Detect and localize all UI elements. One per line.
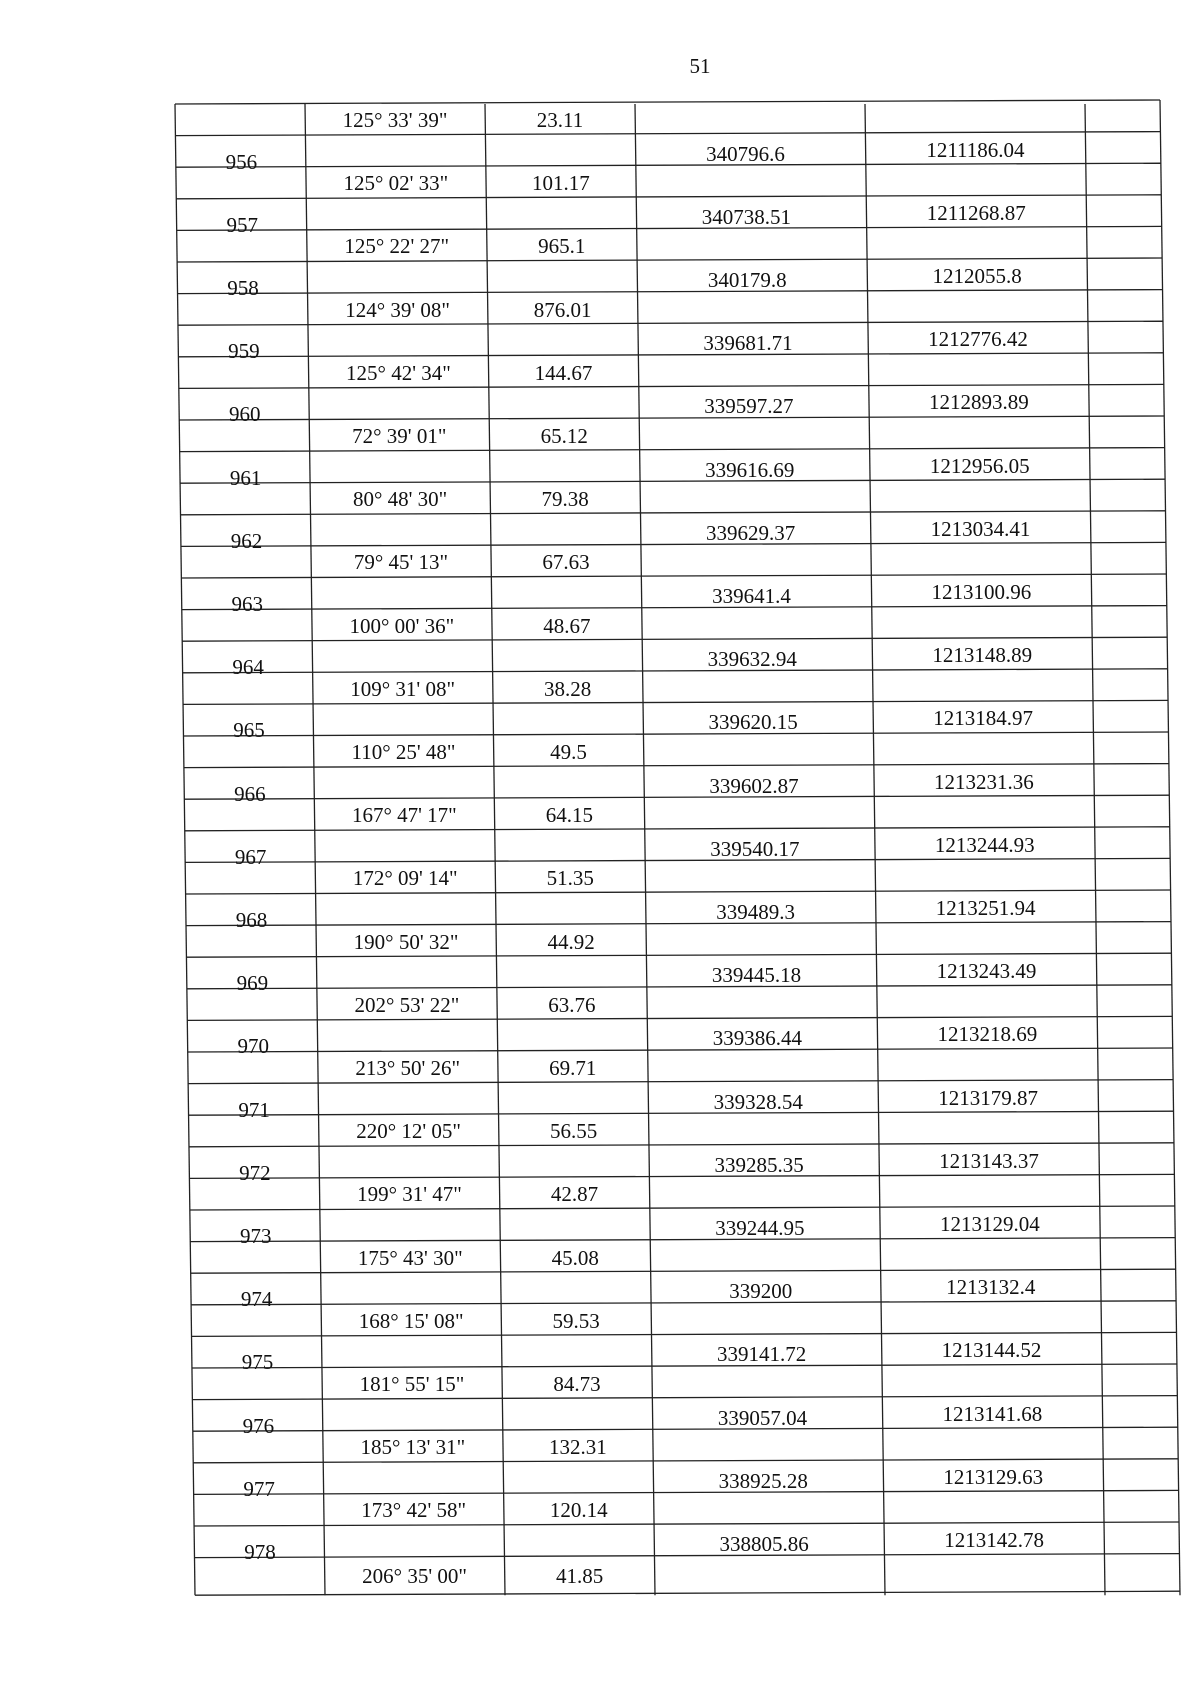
easting-cell: 1213184.97 — [933, 706, 1033, 731]
northing-cell: 339244.95 — [715, 1216, 805, 1240]
station-cell: 975 — [241, 1350, 274, 1375]
distance-cell: 56.55 — [549, 1119, 598, 1144]
easting-cell: 1213218.69 — [937, 1022, 1038, 1047]
station-cell: 964 — [232, 655, 264, 680]
bearing-cell: 213° 50' 26" — [355, 1056, 461, 1080]
distance-cell: 38.28 — [544, 676, 592, 701]
station-cell: 956 — [225, 149, 258, 174]
distance-cell: 23.11 — [536, 108, 584, 132]
distance-cell: 64.15 — [545, 803, 593, 828]
distance-cell: 51.35 — [546, 866, 594, 891]
easting-cell: 1212956.05 — [929, 453, 1030, 478]
station-cell: 970 — [237, 1034, 269, 1059]
bearing-cell: 173° 42' 58" — [361, 1498, 467, 1523]
station-cell: 974 — [240, 1287, 273, 1312]
bearing-cell: 109° 31' 08" — [350, 676, 456, 701]
easting-cell: 1213132.4 — [946, 1275, 1036, 1300]
northing-cell: 340179.8 — [707, 268, 787, 292]
station-cell: 967 — [234, 844, 267, 869]
bearing-cell: 172° 09' 14" — [352, 866, 458, 891]
bearing-cell: 167° 47' 17" — [351, 803, 457, 828]
easting-cell: 1213142.78 — [944, 1528, 1044, 1552]
traverse-table — [175, 104, 1155, 1594]
easting-cell: 1213129.04 — [939, 1212, 1040, 1236]
distance-cell: 65.12 — [540, 424, 588, 448]
northing-cell: 339641.4 — [712, 584, 791, 608]
easting-cell: 1211186.04 — [926, 137, 1025, 162]
row-rule — [175, 100, 1160, 104]
page-number: 51 — [689, 54, 711, 78]
northing-cell: 339681.71 — [703, 331, 793, 356]
bearing-cell: 185° 13' 31" — [360, 1435, 466, 1460]
distance-cell: 67.63 — [542, 550, 590, 575]
easting-cell: 1213100.96 — [931, 580, 1032, 604]
bearing-cell: 190° 50' 32" — [353, 929, 459, 954]
easting-cell: 1213244.93 — [934, 832, 1035, 857]
northing-cell: 339540.17 — [710, 836, 800, 861]
station-cell: 969 — [236, 971, 269, 996]
bearing-cell: 175° 43' 30" — [357, 1245, 463, 1270]
bearing-cell: 110° 25' 48" — [351, 740, 456, 764]
bearing-cell: 124° 39' 08" — [345, 297, 450, 322]
bearing-cell: 80° 48' 30" — [352, 487, 448, 512]
bearing-cell: 202° 53' 22" — [354, 992, 460, 1017]
northing-cell: 340796.6 — [706, 141, 785, 166]
station-cell: 959 — [228, 339, 260, 364]
northing-cell: 338805.86 — [719, 1532, 809, 1556]
distance-cell: 63.76 — [548, 992, 596, 1017]
northing-cell: 339632.94 — [707, 647, 797, 672]
distance-cell: 79.38 — [541, 487, 589, 512]
station-cell: 971 — [238, 1097, 270, 1122]
station-cell: 973 — [240, 1224, 272, 1248]
right-border — [1160, 100, 1180, 1595]
distance-cell: 144.67 — [534, 360, 593, 385]
station-cell: 965 — [233, 718, 265, 743]
easting-cell: 1213179.87 — [938, 1085, 1039, 1110]
distance-cell: 876.01 — [533, 297, 592, 322]
bearing-cell: 125° 33' 39" — [342, 108, 448, 132]
northing-cell: 339141.72 — [716, 1342, 807, 1367]
station-cell: 976 — [242, 1413, 275, 1438]
northing-cell: 339200 — [729, 1279, 793, 1304]
easting-cell: 1213034.41 — [930, 516, 1031, 541]
easting-cell: 1213148.89 — [932, 643, 1033, 668]
northing-cell: 339445.18 — [711, 963, 802, 988]
northing-cell: 339386.44 — [712, 1026, 802, 1051]
station-cell: 962 — [230, 528, 263, 553]
northing-cell: 339489.3 — [716, 900, 796, 924]
bearing-cell: 125° 02' 33" — [343, 171, 449, 196]
northing-cell: 339620.15 — [708, 710, 798, 735]
easting-cell: 1212776.42 — [928, 327, 1028, 352]
distance-cell: 69.71 — [549, 1056, 597, 1080]
easting-cell: 1213129.63 — [943, 1464, 1044, 1489]
station-cell: 972 — [239, 1160, 271, 1185]
northing-cell: 339616.69 — [705, 457, 795, 482]
station-cell: 961 — [229, 465, 262, 490]
bearing-cell: 181° 55' 15" — [359, 1372, 465, 1396]
bearing-cell: 125° 22' 27" — [344, 234, 450, 259]
bearing-cell: 168° 15' 08" — [358, 1308, 464, 1333]
easting-cell: 1211268.87 — [926, 200, 1026, 225]
easting-cell: 1213143.37 — [939, 1148, 1039, 1173]
easting-cell: 1213231.36 — [934, 769, 1034, 794]
bearing-cell: 100° 00' 36" — [349, 613, 455, 638]
row-rule — [195, 1591, 1180, 1595]
easting-cell: 1212055.8 — [932, 264, 1022, 288]
distance-cell: 45.08 — [551, 1245, 599, 1270]
station-cell: 978 — [244, 1540, 276, 1564]
bearing-cell: 220° 12' 05" — [356, 1119, 461, 1144]
easting-cell: 1213251.94 — [935, 896, 1036, 920]
distance-cell: 44.92 — [547, 929, 595, 954]
easting-cell: 1213144.52 — [941, 1338, 1042, 1363]
northing-cell: 339328.54 — [713, 1089, 803, 1114]
distance-cell: 84.73 — [553, 1372, 601, 1396]
northing-cell: 339597.27 — [704, 394, 794, 419]
distance-cell: 120.14 — [549, 1498, 608, 1523]
northing-cell: 339057.04 — [717, 1405, 808, 1430]
distance-cell: 49.5 — [550, 740, 587, 764]
bearing-cell: 206° 35' 00" — [362, 1563, 467, 1588]
northing-cell: 339285.35 — [714, 1152, 804, 1177]
northing-cell: 340738.51 — [701, 204, 791, 229]
station-cell: 977 — [243, 1476, 275, 1501]
northing-cell: 338925.28 — [718, 1468, 808, 1493]
northing-cell: 339629.37 — [705, 520, 796, 545]
northing-cell: 339602.87 — [709, 773, 799, 798]
bearing-cell: 125° 42' 34" — [346, 360, 451, 385]
bearing-cell: 199° 31' 47" — [357, 1182, 462, 1207]
station-cell: 957 — [226, 212, 258, 237]
station-cell: 960 — [229, 402, 261, 427]
distance-cell: 132.31 — [548, 1435, 607, 1460]
distance-cell: 101.17 — [532, 171, 590, 196]
distance-cell: 42.87 — [550, 1182, 599, 1207]
station-cell: 968 — [235, 908, 268, 932]
station-cell: 958 — [227, 276, 259, 300]
distance-cell: 59.53 — [552, 1308, 600, 1333]
easting-cell: 1213141.68 — [942, 1401, 1043, 1426]
bearing-cell: 79° 45' 13" — [353, 550, 449, 575]
easting-cell: 1213243.49 — [936, 959, 1037, 984]
distance-cell: 965.1 — [538, 234, 586, 259]
easting-cell: 1212893.89 — [928, 390, 1029, 415]
distance-cell: 48.67 — [543, 613, 591, 638]
distance-cell: 41.85 — [555, 1563, 604, 1588]
station-cell: 966 — [234, 781, 266, 806]
bearing-cell: 72° 39' 01" — [352, 424, 447, 448]
station-cell: 963 — [231, 592, 264, 616]
